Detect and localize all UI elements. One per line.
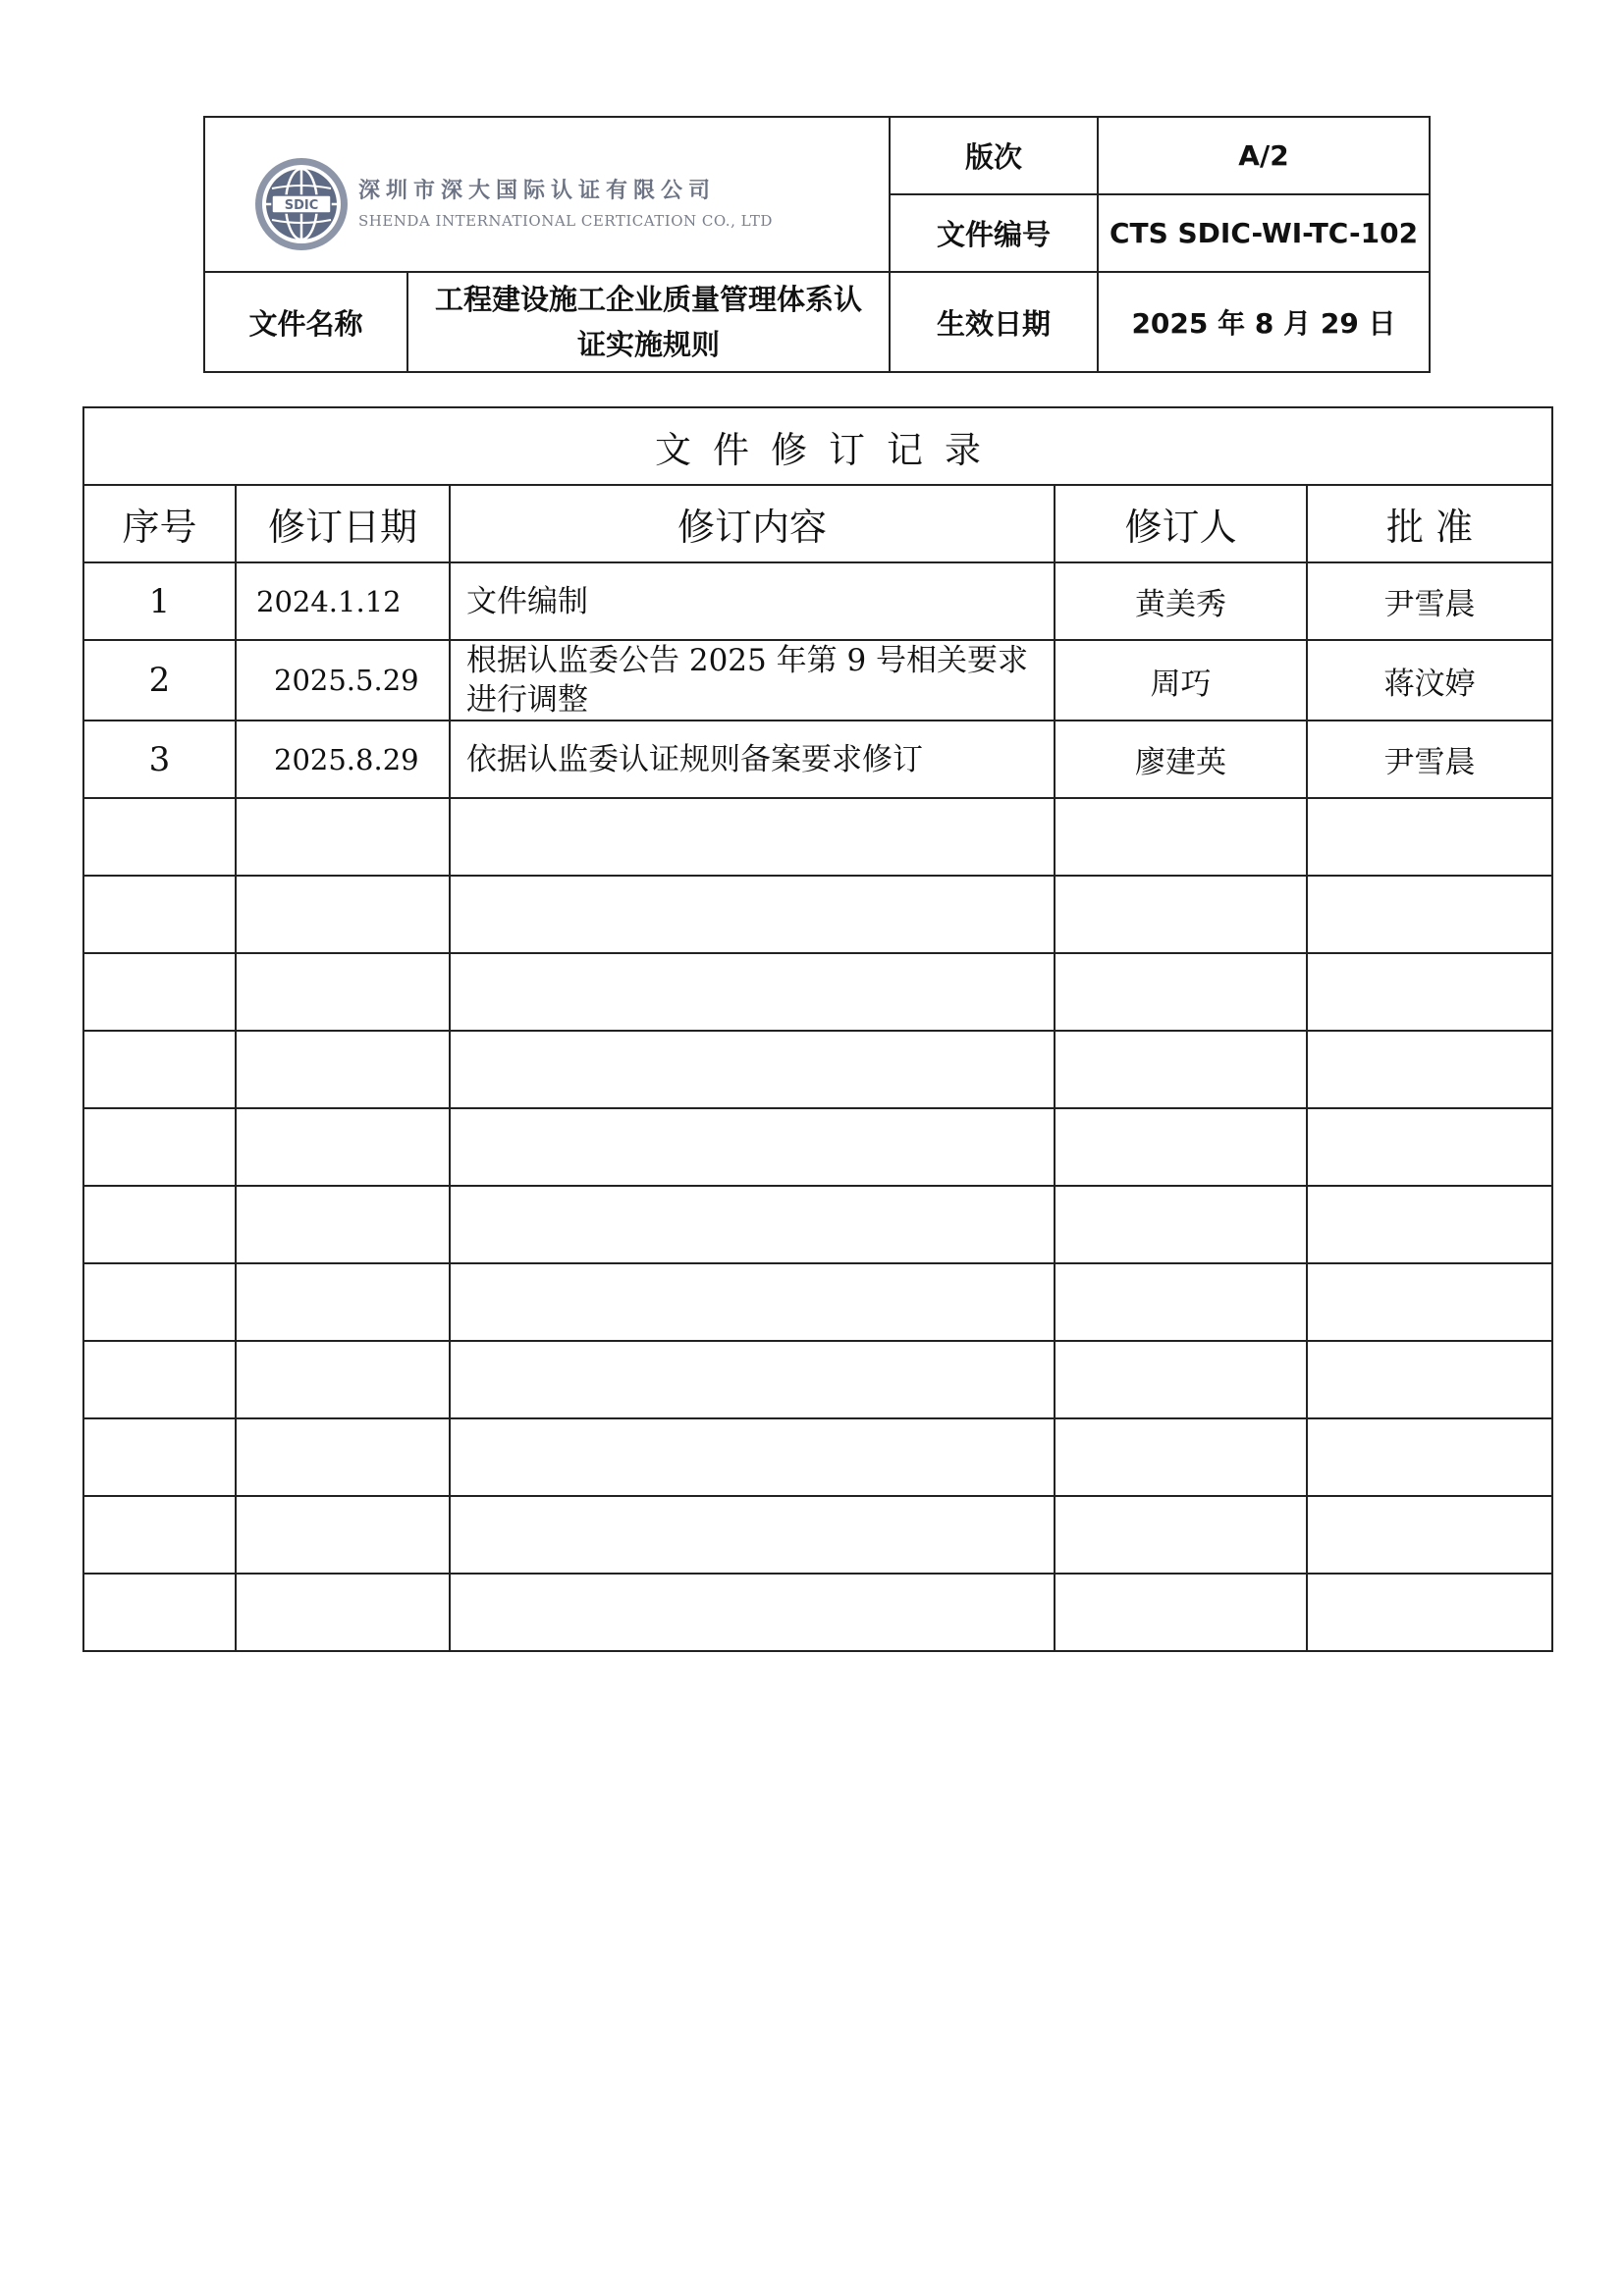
col-header-seq: 序号 (83, 485, 236, 562)
row-seq: 3 (83, 721, 236, 798)
row-reviser: 廖建英 (1055, 721, 1307, 798)
company-logo (252, 155, 773, 253)
doc-name-value: 工程建设施工企业质量管理体系认证实施规则 (407, 272, 890, 372)
revision-table-header-row (83, 485, 1552, 562)
row-date: 2025.8.29 (236, 721, 450, 798)
row-approver: 尹雪晨 (1307, 721, 1552, 798)
col-header-reviser: 修订人 (1055, 485, 1307, 562)
effective-date-label: 生效日期 (890, 272, 1098, 372)
row-date: 2025.5.29 (236, 640, 450, 721)
version-label: 版次 (890, 117, 1098, 194)
empty-table-row (83, 1496, 1552, 1574)
empty-table-row (83, 1031, 1552, 1108)
doc-name-label: 文件名称 (204, 272, 407, 372)
empty-table-row (83, 1574, 1552, 1651)
empty-table-row (83, 953, 1552, 1031)
version-value: A/2 (1098, 117, 1430, 194)
company-logo-cell (204, 117, 890, 272)
empty-table-row (83, 1341, 1552, 1418)
svg-text:SDIC: SDIC (284, 198, 319, 213)
globe-logo-icon (252, 155, 351, 253)
empty-table-row (83, 798, 1552, 876)
row-reviser: 周巧 (1055, 640, 1307, 721)
row-reviser: 黄美秀 (1055, 562, 1307, 640)
row-seq: 2 (83, 640, 236, 721)
row-content: 根据认监委公告 2025 年第 9 号相关要求进行调整 (450, 640, 1055, 721)
empty-table-row (83, 876, 1552, 953)
table-row (83, 721, 1552, 798)
row-seq: 1 (83, 562, 236, 640)
doc-no-value: CTS SDIC-WI-TC-102 (1098, 194, 1430, 272)
document-header-table (203, 116, 1431, 373)
revision-record-table (82, 406, 1553, 1652)
row-date: 2024.1.12 (236, 562, 450, 640)
company-name-en: SHENDA INTERNATIONAL CERTICATION CO., LTD (358, 212, 773, 230)
row-approver: 蒋汶婷 (1307, 640, 1552, 721)
empty-table-row (83, 1418, 1552, 1496)
revision-table-caption: 文件修订记录 (83, 407, 1552, 485)
effective-date-value: 2025 年 8 月 29 日 (1098, 272, 1430, 372)
empty-table-row (83, 1263, 1552, 1341)
empty-table-row (83, 1108, 1552, 1186)
table-row (83, 640, 1552, 721)
row-approver: 尹雪晨 (1307, 562, 1552, 640)
doc-no-label: 文件编号 (890, 194, 1098, 272)
table-row (83, 562, 1552, 640)
col-header-content: 修订内容 (450, 485, 1055, 562)
col-header-date: 修订日期 (236, 485, 450, 562)
row-content: 文件编制 (450, 562, 1055, 640)
empty-table-row (83, 1186, 1552, 1263)
company-name-cn: 深圳市深大国际认证有限公司 (358, 179, 717, 203)
col-header-approver: 批 准 (1307, 485, 1552, 562)
row-content: 依据认监委认证规则备案要求修订 (450, 721, 1055, 798)
